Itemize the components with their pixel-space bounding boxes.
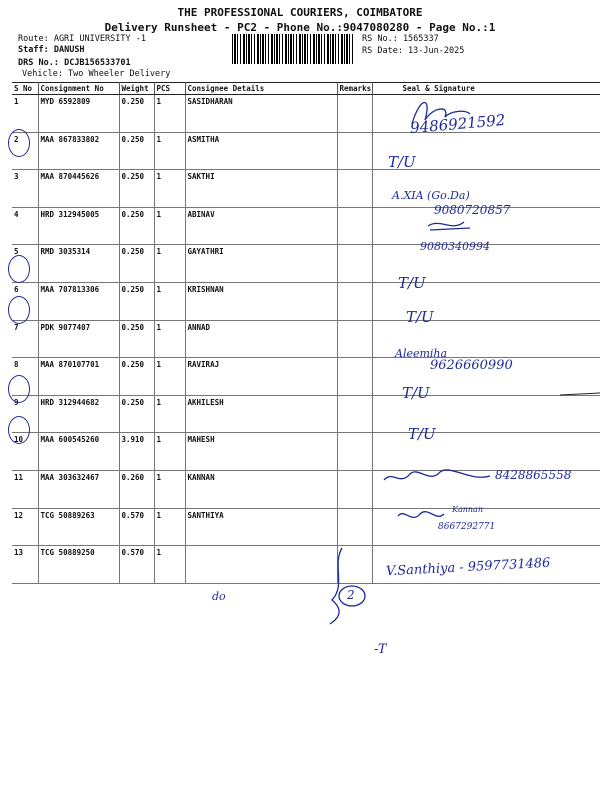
consignee-cell: AKHILESH [185,395,337,433]
tu-mark-row8: T/U [402,384,430,402]
consignment-cell: TCG 50889250 [38,546,119,584]
signature-row1-phone: 9486921592 [409,110,507,138]
pcs-cell: 1 [154,132,185,170]
sno-cell: 9 [12,395,38,433]
staff-label: Staff: [18,45,49,55]
weight-cell: 0.570 [119,546,154,584]
tu-mark-row6: T/U [406,308,434,326]
weight-cell: 0.250 [119,358,154,396]
header-remarks: Remarks [337,83,372,95]
consignee-cell: SAKTHI [185,170,337,208]
consignment-cell: TCG 50889263 [38,508,119,546]
weight-cell: 0.250 [119,282,154,320]
pieces-count-row13: 2 [347,588,355,602]
ditto-mark-row13: do [212,590,226,603]
consignment-cell: MAA 600545260 [38,433,119,471]
weight-cell: 0.250 [119,132,154,170]
stray-line [560,393,600,395]
signature-row10-phone: 8428865558 [495,468,572,482]
pcs-cell: 1 [154,320,185,358]
signature-scribble-row11 [398,512,444,518]
tu-mark-row2: T/U [388,153,416,171]
header-consignee: Consignee Details [185,83,337,95]
tu-mark-row5: T/U [398,274,426,292]
pcs-cell: 1 [154,95,185,133]
footer-mark: -T [374,642,387,657]
consignee-cell: ABINAV [185,207,337,245]
sno-cell: 11 [12,470,38,508]
header-sno: S No [12,83,38,95]
signature-row3-name: A.XIA (Go.Da) [392,189,470,202]
sno-cell: 6 [12,282,38,320]
pcs-cell: 1 [154,395,185,433]
weight-cell: 0.250 [119,320,154,358]
consignee-cell: KANNAN [185,470,337,508]
pcs-cell: 1 [154,207,185,245]
tu-mark-row9: T/U [408,425,436,443]
signature-row12: V.Santhiya - 9597731486 [385,555,551,580]
strikeout-row4 [428,222,470,230]
sno-cell: 13 [12,546,38,584]
company-title: THE PROFESSIONAL COURIERS, COIMBATORE [177,6,423,19]
consignee-cell: ASMITHA [185,132,337,170]
consignment-cell: RMD 3035314 [38,245,119,283]
consignee-cell: MAHESH [185,433,337,471]
rs-number: RS No.: 1565337 [362,34,439,44]
consignee-cell: GAYATHRI [185,245,337,283]
signature-row4-phone: 9080340994 [420,240,490,253]
consignment-cell: PDK 9077407 [38,320,119,358]
consignment-cell: MAA 303632467 [38,470,119,508]
pcs-cell: 1 [154,508,185,546]
signature-scribble-row10 [384,470,490,480]
consignment-cell: MAA 707813306 [38,282,119,320]
drs-label: DRS No.: [18,58,59,68]
consignee-cell: KRISHNAN [185,282,337,320]
consignment-cell: MAA 867833802 [38,132,119,170]
weight-cell: 0.260 [119,470,154,508]
header-weight: Weight [119,83,154,95]
weight-cell: 0.250 [119,395,154,433]
signature-row3-phone: 9080720857 [434,203,511,217]
circle-two-row13 [339,586,365,606]
pcs-cell: 1 [154,433,185,471]
vehicle-info: Vehicle: Two Wheeler Delivery [22,69,171,79]
sno-cell: 3 [12,170,38,208]
weight-cell: 0.570 [119,508,154,546]
consignee-cell: SANTHIYA [185,508,337,546]
signature-row11-name: Kannan [452,505,483,514]
weight-cell: 0.250 [119,170,154,208]
pcs-cell: 1 [154,245,185,283]
sno-cell: 4 [12,207,38,245]
pcs-cell: 1 [154,282,185,320]
signature-row7-name: Aleemiha [395,347,448,360]
signature-row7-phone: 9626660990 [430,358,513,373]
pcs-cell: 1 [154,170,185,208]
staff-name: DANUSH [53,45,85,55]
consignee-cell: SASIDHARAN [185,95,337,133]
bracket-mark [330,548,342,624]
header-consignment: Consignment No [38,83,119,95]
sno-cell: 10 [12,433,38,471]
header-signature: Seal & Signature [372,83,600,95]
rs-date: RS Date: 13-Jun-2025 [362,46,465,56]
consignment-cell: MAA 870107701 [38,358,119,396]
header-pcs: PCS [154,83,185,95]
signature-row11-phone: 8667292771 [438,522,496,532]
sno-cell: 7 [12,320,38,358]
consignment-cell: HRD 312944682 [38,395,119,433]
sno-cell: 12 [12,508,38,546]
pcs-cell: 1 [154,470,185,508]
consignee-cell: ANNAD [185,320,337,358]
pcs-cell: 1 [154,546,185,584]
consignee-cell: RAVIRAJ [185,358,337,396]
consignment-cell: MYD 6592809 [38,95,119,133]
sno-cell: 2 [12,132,38,170]
weight-cell: 3.910 [119,433,154,471]
weight-cell: 0.250 [119,95,154,133]
signature-scribble-row1 [412,102,470,124]
consignment-cell: HRD 312945005 [38,207,119,245]
drs-number: DCJB156533701 [64,58,131,68]
route-info: Route: AGRI UNIVERSITY -1 [18,34,146,44]
weight-cell: 0.250 [119,245,154,283]
consignment-cell: MAA 870445626 [38,170,119,208]
pcs-cell: 1 [154,358,185,396]
sno-cell: 5 [12,245,38,283]
sno-cell: 8 [12,358,38,396]
runsheet-subtitle: Delivery Runsheet - PC2 - Phone No.:9047080280 - Page No.:1 [104,21,496,34]
sno-cell: 1 [12,95,38,133]
weight-cell: 0.250 [119,207,154,245]
